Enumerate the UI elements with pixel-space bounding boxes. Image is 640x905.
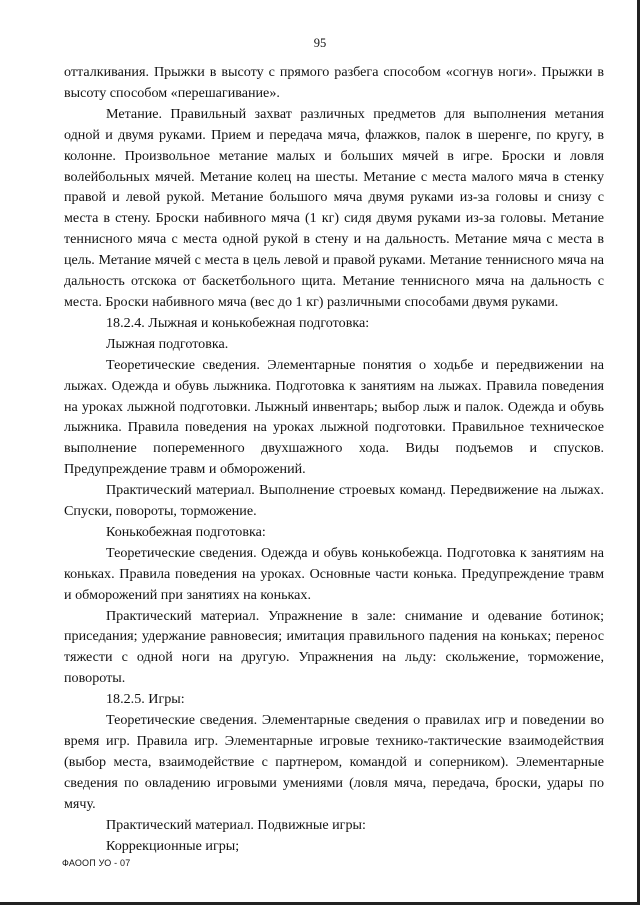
paragraph-games-theory: Теоретические сведения. Элементарные сведения о правилах игр и поведении во время игр. Правила игр. Элементарные игровые технико-тактические взаимодействия (выбор места, взаимодействие с партнером, командой и соперником). Элементарные сведения по овладению игровыми умениями (ловля мяча, передача, броски, удары по мячу. — [64, 712, 604, 812]
paragraph-ski-practice: Практический материал. Выполнение строевых команд. Передвижение на лыжах. Спуски, повороты, торможение. — [64, 482, 604, 520]
paragraph-throwing: Метание. Правильный захват различных предметов для выполнения метания одной и двумя руками. Прием и передача мяча, флажков, палок в шеренге, по кругу, в колонне. Произвольное метание малых и больших мячей в игре. Броски и ловля волейбольных мячей. Метание колец на шесты. Метание с места малого мяча в стенку правой и левой рукой. Метание большого мяча двумя руками из-за головы и снизу с места в стену. Броски набивного мяча (1 кг) сидя двумя руками из-за головы. Метание теннисного мяча с места одной рукой в стену и на дальность. Метание мяча с места в цель. Метание мячей с места в цель левой и правой руками. Метание теннисного мяча на дальность отскока от баскетбольного щита. Метание теннисного мяча на дальность с места. Броски набивного мяча (вес до 1 кг) различными способами двумя руками. — [64, 105, 604, 310]
section-heading-games: 18.2.5. Игры: — [106, 691, 185, 708]
paragraph-correctional-games: Коррекционные игры; — [106, 837, 240, 854]
subheading-skating-training: Конькобежная подготовка: — [106, 523, 266, 540]
paragraph-skating-theory: Теоретические сведения. Одежда и обувь конькобежца. Подготовка к занятиям на коньках. Правила поведения на уроках. Основные части конька. Предупреждение травм и обморожений при занятиях на коньках. — [64, 544, 604, 603]
section-heading-ski-skating: 18.2.4. Лыжная и конькобежная подготовка: — [106, 314, 370, 331]
footer-label: ФАООП УО - 07 — [62, 858, 131, 868]
paragraph-games-practice: Практический материал. Подвижные игры: — [106, 816, 366, 833]
paragraph-jumps-continued: отталкивания. Прыжки в высоту с прямого разбега способом «согнув ноги». Прыжки в высоту способом «перешагивание». — [64, 64, 604, 101]
page-body — [64, 62, 604, 856]
page-number: 95 — [313, 36, 327, 50]
subheading-ski-training: Лыжная подготовка. — [106, 335, 229, 352]
paragraph-skating-practice: Практический материал. Упражнение в зале: снимание и одевание ботинок; приседания; удержание равновесия; имитация правильного падения на коньках; перенос тяжести с одной ноги на другую. Упражнения на льду: скольжение, торможение, повороты. — [64, 607, 604, 687]
paragraph-ski-theory: Теоретические сведения. Элементарные понятия о ходьбе и передвижении на лыжах. Одежда и обувь лыжника. Подготовка к занятиям на лыжах. Правила поведения на уроках лыжной подготовки. Лыжный инвентарь; выбор лыж и палок. Одежда и обувь лыжника. Правила поведения на уроках лыжной подготовки. Правильное техническое выполнение попеременного двухшажного хода. Виды подъемов и спусков. Предупреждение травм и обморожений. — [64, 356, 604, 478]
